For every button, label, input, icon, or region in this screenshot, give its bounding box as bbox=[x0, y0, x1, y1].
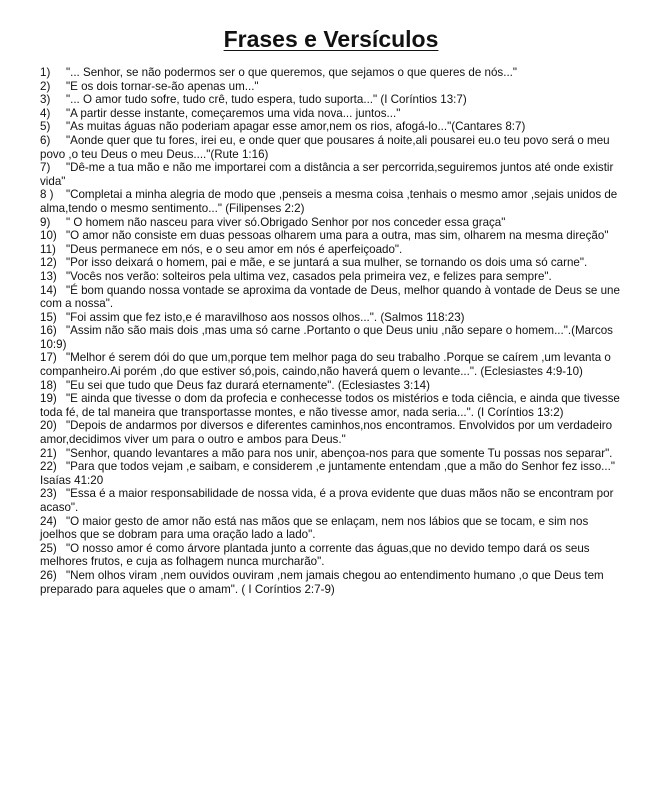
verse-number: 19) bbox=[40, 392, 57, 406]
verse-text: "A partir desse instante, começaremos uma vida nova... juntos..." bbox=[66, 106, 401, 120]
verse-text: "Vocês nos verão: solteiros pela ultima vez, casados pela primeira vez, e felizes para sempre". bbox=[66, 269, 552, 283]
verse-number: 22) bbox=[40, 460, 57, 474]
verse-number: 14) bbox=[40, 283, 57, 297]
verse-text: " O homem não nasceu para viver só.Obrigado Senhor por nos conceder essa graça" bbox=[66, 215, 506, 229]
verse-text: "As muitas águas não poderiam apagar esse amor,nem os rios, afogá-lo..."(Cantares 8:7) bbox=[66, 120, 526, 134]
verse-number: 24) bbox=[40, 514, 57, 528]
verse-text: "O amor não consiste em duas pessoas olharem uma para a outra, mas sim, olharem na mesma direção" bbox=[66, 229, 609, 243]
verse-number: 15) bbox=[40, 310, 57, 324]
verse-text: "É bom quando nossa vontade se aproxima da vontade de Deus, melhor quando à vontade de Deus se une com a nossa". bbox=[40, 283, 620, 311]
verse-text: "Aonde quer que tu fores, irei eu, e onde quer que pousares á noite,ali pousarei eu.o teu povo será o meu povo ,o teu Deus o meu Deus...."(Rute 1:16) bbox=[40, 133, 610, 161]
verse-text: "Por isso deixará o homem, pai e mãe, e se juntará a sua mulher, se tornando os dois uma só carne". bbox=[66, 256, 588, 270]
verse-item bbox=[40, 93, 625, 107]
verse-item bbox=[40, 270, 625, 284]
verse-text: "Dê-me a tua mão e não me importarei com a distância a ser percorrida,seguiremos juntos até onde existir vida" bbox=[40, 161, 614, 188]
verse-item bbox=[40, 447, 625, 461]
verse-number: 9) bbox=[40, 215, 51, 229]
verse-text: "Senhor, quando levantares a mão para nos unir, abençoa-nos para que somente Tu possas nos separar". bbox=[66, 446, 613, 460]
verse-text: "Deus permanece em nós, e o seu amor em nós é aperfeiçoado". bbox=[66, 242, 403, 256]
verse-text: "Nem olhos viram ,nem ouvidos ouviram ,nem jamais chegou ao entendimento humano ,o que Deus tem preparado para aqueles que o amam". ( I Coríntios 2:7-9) bbox=[40, 568, 604, 596]
verse-text: "Eu sei que tudo que Deus faz durará eternamente". (Eclesiastes 3:14) bbox=[66, 378, 430, 392]
verse-item bbox=[40, 351, 625, 378]
verse-item bbox=[40, 216, 625, 230]
verse-item bbox=[40, 569, 625, 596]
verse-text: "... Senhor, se não podermos ser o que queremos, que sejamos o que queres de nós..." bbox=[66, 66, 518, 79]
verse-text: "Para que todos vejam ,e saibam, e considerem ,e juntamente entendam ,que a mão do Senhor fez isso..." Isaías 41:20 bbox=[40, 460, 615, 487]
verse-item bbox=[40, 460, 625, 487]
verse-text: "Completai a minha alegria de modo que ,penseis a mesma coisa ,tenhais o mesmo amor ,sejais unidos de alma,tendo o mesmo sentimento..." (Filipenses 2:2) bbox=[40, 188, 618, 215]
verse-item bbox=[40, 188, 625, 215]
verse-number: 7) bbox=[40, 161, 51, 175]
verse-item bbox=[40, 284, 625, 311]
verse-item bbox=[40, 120, 625, 134]
verse-number: 13) bbox=[40, 269, 57, 283]
verse-text: "O nosso amor é como árvore plantada junto a corrente das águas,que no devido tempo dará os seus melhores frutos, e cuja as folhagem nunca murcharão". bbox=[40, 541, 590, 569]
verse-item bbox=[40, 66, 625, 80]
verse-number: 5) bbox=[40, 120, 51, 134]
verse-text: "E os dois tornar-se-ão apenas um..." bbox=[66, 79, 259, 93]
verse-text: "Assim não são mais dois ,mas uma só carne .Portanto o que Deus uniu ,não separe o homem...".(Marcos 10:9) bbox=[40, 324, 613, 351]
verse-number: 20) bbox=[40, 419, 57, 433]
verse-text: "Foi assim que fez isto,e é maravilhoso aos nossos olhos...". (Salmos 118:23) bbox=[66, 310, 465, 324]
verse-number: 6) bbox=[40, 133, 51, 147]
verse-item bbox=[40, 515, 625, 542]
verse-item bbox=[40, 324, 625, 351]
verse-item bbox=[40, 243, 625, 257]
verse-item bbox=[40, 229, 625, 243]
verse-item bbox=[40, 392, 625, 419]
verse-item bbox=[40, 379, 625, 393]
verse-item bbox=[40, 256, 625, 270]
verse-text: "Depois de andarmos por diversos e diferentes caminhos,nos encontramos. Envolvidos por um verdadeiro amor,decidimos viver um para o outro e ambos para Deus." bbox=[40, 419, 613, 447]
verse-number: 21) bbox=[40, 446, 57, 460]
verse-text: "O maior gesto de amor não está nas mãos que se enlaçam, nem nos lábios que se tocam, e sim nos joelhos que se dobram para uma oração lado a lado". bbox=[40, 514, 589, 542]
page-title: Frases e Versículos bbox=[223, 26, 439, 53]
verse-item bbox=[40, 311, 625, 325]
verse-text: "Essa é a maior responsabilidade de nossa vida, é a prova evidente que duas mãos não se encontram por acaso". bbox=[40, 487, 614, 514]
verse-number: 23) bbox=[40, 487, 57, 501]
verse-item bbox=[40, 134, 625, 161]
verse-number: 10) bbox=[40, 229, 57, 243]
verse-item bbox=[40, 107, 625, 121]
verse-number: 1) bbox=[40, 66, 51, 79]
verse-item bbox=[40, 161, 625, 188]
verse-number: 4) bbox=[40, 106, 51, 120]
verse-item bbox=[40, 487, 625, 514]
verse-number: 25) bbox=[40, 541, 57, 555]
verse-number: 16) bbox=[40, 324, 57, 338]
verse-number: 8 ) bbox=[40, 188, 54, 202]
verse-text: "... O amor tudo sofre, tudo crê, tudo espera, tudo suporta..." (I Coríntios 13:7) bbox=[66, 93, 467, 107]
verse-number: 11) bbox=[40, 242, 56, 256]
verse-item bbox=[40, 542, 625, 569]
verse-number: 12) bbox=[40, 256, 57, 270]
verse-number: 18) bbox=[40, 378, 57, 392]
verse-list bbox=[40, 66, 625, 596]
verse-text: "E ainda que tivesse o dom da profecia e conhecesse todos os mistérios e toda ciência, e ainda que tivesse toda fé, de tal maneira que transportasse montes, e não tivesse amor, nada seria...". (I Coríntios 13:2) bbox=[40, 392, 620, 419]
verse-number: 2) bbox=[40, 79, 51, 93]
verse-item bbox=[40, 80, 625, 94]
verse-text: "Melhor é serem dói do que um,porque tem melhor paga do seu trabalho .Porque se caírem ,um levanta o companheiro.Ai porém ,do que estiver só,pois, caindo,não haverá quem o levante...". (Eclesiastes 4:9-10) bbox=[40, 351, 611, 379]
verse-number: 3) bbox=[40, 93, 51, 107]
verse-item bbox=[40, 419, 625, 446]
verse-number: 26) bbox=[40, 568, 57, 582]
verse-number: 17) bbox=[40, 351, 57, 365]
